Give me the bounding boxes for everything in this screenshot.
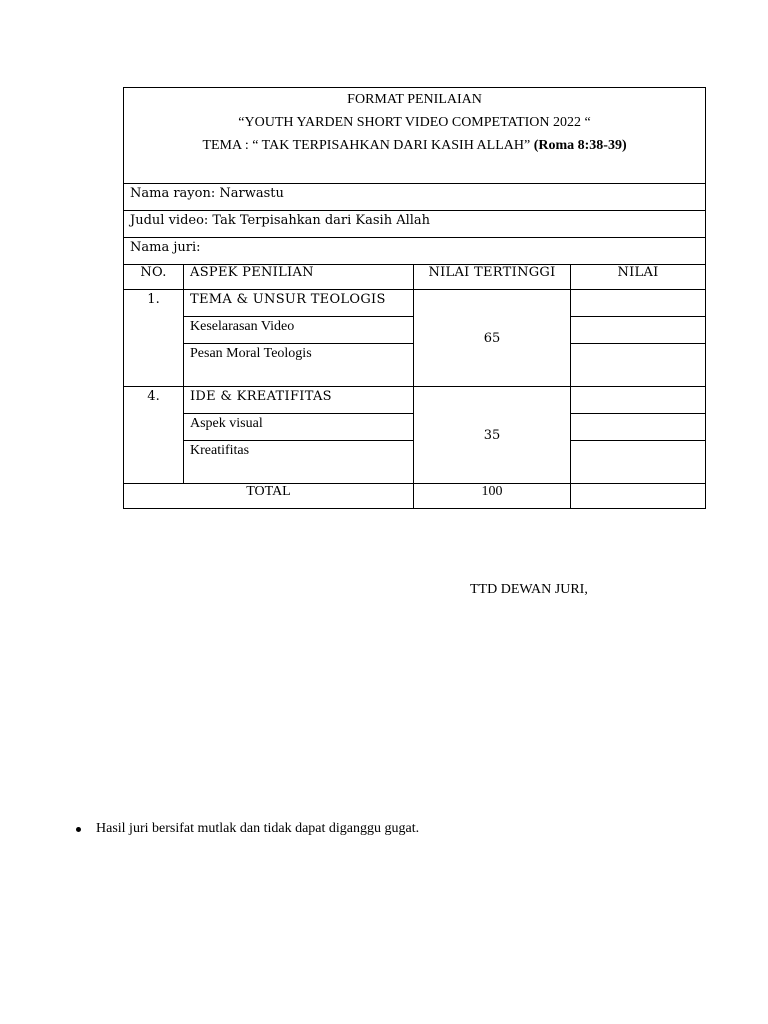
section-max-score: 35 xyxy=(414,387,571,484)
aspect-item: Aspek visual xyxy=(184,414,414,441)
judul-field: Judul video: Tak Terpisahkan dari Kasih Allah xyxy=(124,211,706,238)
juri-field: Nama juri: xyxy=(124,238,706,265)
signature-label: TTD DEWAN JURI, xyxy=(470,582,588,597)
column-nilai: NILAI xyxy=(571,265,706,290)
assessment-form-table xyxy=(123,87,706,509)
rayon-row xyxy=(124,184,706,211)
column-no: NO. xyxy=(124,265,184,290)
total-label: TOTAL xyxy=(124,484,414,509)
juri-row xyxy=(124,238,706,265)
aspect-item: Keselarasan Video xyxy=(184,317,414,344)
note-text: Hasil juri bersifat mutlak dan tidak dapat diganggu gugat. xyxy=(96,821,420,836)
score-input-cell[interactable] xyxy=(571,344,706,387)
aspect-item: Pesan Moral Teologis xyxy=(184,344,414,387)
column-aspek: ASPEK PENILIAN xyxy=(184,265,414,290)
section-row xyxy=(124,387,706,414)
tema-reference: (Roma 8:38-39) xyxy=(533,138,627,153)
rayon-field: Nama rayon: Narwastu xyxy=(124,184,706,211)
section-category: TEMA & UNSUR TEOLOGIS xyxy=(184,290,414,317)
column-header-row xyxy=(124,265,706,290)
score-input-cell[interactable] xyxy=(571,387,706,414)
score-input-cell[interactable] xyxy=(571,290,706,317)
section-number: 1. xyxy=(124,290,184,387)
total-max-score: 100 xyxy=(414,484,571,509)
competition-name: “YOUTH YARDEN SHORT VIDEO COMPETATION 2022 “ xyxy=(238,115,591,130)
section-number: 4. xyxy=(124,387,184,484)
score-input-cell[interactable] xyxy=(571,414,706,441)
tema-line xyxy=(130,134,699,157)
section-category: IDE & KREATIFITAS xyxy=(184,387,414,414)
form-header xyxy=(124,88,706,184)
total-row xyxy=(124,484,706,509)
judul-row xyxy=(124,211,706,238)
form-header-row xyxy=(124,88,706,184)
section-row xyxy=(124,290,706,317)
score-input-cell[interactable] xyxy=(571,441,706,484)
tema-label: TEMA : “ TAK TERPISAHKAN DARI KASIH ALLAH” xyxy=(202,138,531,153)
form-title: FORMAT PENILAIAN xyxy=(347,92,482,107)
bullet-icon xyxy=(76,827,81,832)
aspect-item: Kreatifitas xyxy=(184,441,414,484)
section-max-score: 65 xyxy=(414,290,571,387)
note-bullet-item xyxy=(76,821,419,837)
score-input-cell[interactable] xyxy=(571,317,706,344)
total-score-cell[interactable] xyxy=(571,484,706,509)
column-max: NILAI TERTINGGI xyxy=(414,265,571,290)
